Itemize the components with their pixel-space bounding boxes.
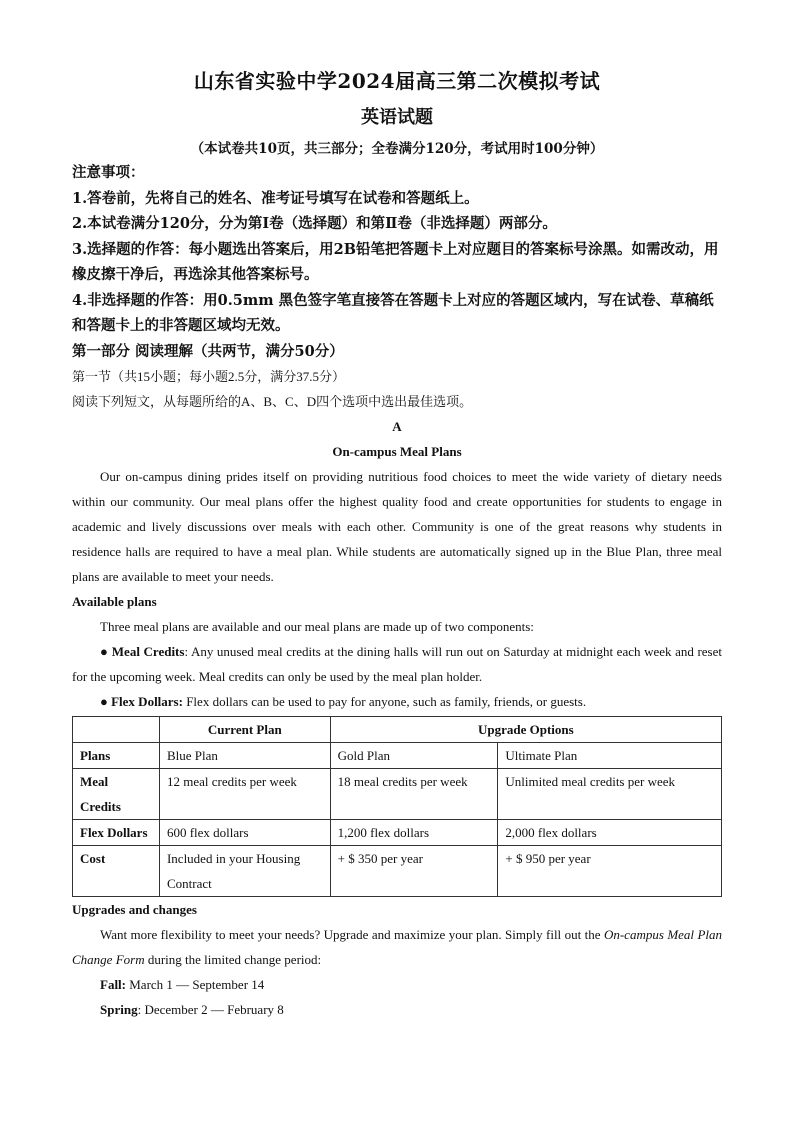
bullet-flex-dollars xyxy=(72,689,722,714)
upgrades-text xyxy=(72,922,722,972)
row-label: Flex Dollars xyxy=(73,820,160,846)
table-cell: Included in your Housing Contract xyxy=(159,846,330,897)
section-subtitle: 第一节（共15小题；每小题2.5分，满分37.5分） xyxy=(72,369,346,384)
table-row xyxy=(73,769,722,820)
spring-label: Spring xyxy=(100,1002,138,1017)
part-title: 第一部分 阅读理解（共两节，满分50分） xyxy=(72,342,344,360)
table-row xyxy=(73,846,722,897)
fall-dates: March 1 — September 14 xyxy=(126,977,265,992)
table-cell: + $ 350 per year xyxy=(330,846,498,897)
exam-title: 山东省实验中学2024届高三第二次模拟考试 xyxy=(193,69,601,93)
exam-info: （本试卷共10页，共三部分；全卷满分120分，考试用时100分钟） xyxy=(190,141,604,157)
bullet-meal-credits xyxy=(72,639,722,689)
note-item: 3.选择题的作答：每小题选出答案后，用2B铅笔把答题卡上对应题目的答案标号涂黑。如需改动，用橡皮擦干净后，再选涂其他答案标号。 xyxy=(72,240,719,283)
note-item: 2.本试卷满分120分，分为第Ⅰ卷（选择题）和第Ⅱ卷（非选择题）两部分。 xyxy=(72,215,557,232)
header-current-plan: Current Plan xyxy=(159,717,330,743)
row-label: Plans xyxy=(73,743,160,769)
header-upgrade-options: Upgrade Options xyxy=(330,717,721,743)
upgrades-heading: Upgrades and changes xyxy=(72,902,197,917)
row-label: Cost xyxy=(73,846,160,897)
upgrades-text-part: Want more flexibility to meet your needs? Upgrade and maximize your plan. Simply fill out the xyxy=(100,927,604,942)
bullet-text: : Any unused meal credits at the dining halls will run out on Saturday at midnight each week and reset for the upcoming week. Meal credits can only be used by the meal plan holder. xyxy=(72,644,722,684)
table-header-row xyxy=(73,717,722,743)
meal-plan-table xyxy=(72,716,722,897)
table-row xyxy=(73,820,722,846)
notes-heading: 注意事项： xyxy=(72,164,145,181)
passage-title: On-campus Meal Plans xyxy=(332,444,462,459)
exam-page xyxy=(72,66,722,1022)
table-cell: 600 flex dollars xyxy=(159,820,330,846)
bullet-label: ● Flex Dollars: xyxy=(100,694,183,709)
passage-intro: Our on-campus dining prides itself on providing nutritious food choices to meet the wide variety of dietary needs within our community. Our meal plans offer the highest quality food and create opportunities for students to engage in academic and lively discussions over meals with each other. Community is one of the great reasons why students in residence halls are required to have a meal plan. While students are automatically signed up in the Blue Plan, three meal plans are available to meet your needs. xyxy=(72,469,722,584)
fall-period xyxy=(72,972,722,997)
spring-dates: : December 2 — February 8 xyxy=(137,1002,284,1017)
table-corner-cell xyxy=(73,717,160,743)
available-plans-heading: Available plans xyxy=(72,594,157,609)
available-plans-text: Three meal plans are available and our meal plans are made up of two components: xyxy=(100,619,534,634)
note-item: 4.非选择题的作答：用0.5mm 黑色签字笔直接答在答题卡上对应的答题区域内，写在试卷、草稿纸和答题卡上的非答题区域均无效。 xyxy=(72,291,714,334)
table-cell: 18 meal credits per week xyxy=(330,769,498,820)
spring-period xyxy=(72,997,722,1022)
note-item: 1.答卷前，先将自己的姓名、准考证号填写在试卷和答题纸上。 xyxy=(72,189,479,207)
table-row xyxy=(73,743,722,769)
passage-letter: A xyxy=(392,419,402,434)
row-label: Meal Credits xyxy=(73,769,160,820)
bullet-text: Flex dollars can be used to pay for anyone, such as family, friends, or guests. xyxy=(182,694,587,709)
table-cell: 2,000 flex dollars xyxy=(498,820,722,846)
table-cell: Blue Plan xyxy=(159,743,330,769)
table-cell: + $ 950 per year xyxy=(498,846,722,897)
fall-label: Fall: xyxy=(100,977,126,992)
notes-section xyxy=(72,160,722,339)
table-cell: Unlimited meal credits per week xyxy=(498,769,722,820)
change-form-name: On-campus Meal Plan Change Form xyxy=(72,927,723,967)
table-cell: Gold Plan xyxy=(330,743,498,769)
table-cell: Ultimate Plan xyxy=(498,743,722,769)
subject-title: 英语试题 xyxy=(361,107,433,128)
section-instruction: 阅读下列短文，从每题所给的A、B、C、D四个选项中选出最佳选项。 xyxy=(72,394,473,409)
table-cell: 12 meal credits per week xyxy=(159,769,330,820)
table-cell: 1,200 flex dollars xyxy=(330,820,498,846)
upgrades-text-part: during the limited change period: xyxy=(144,952,322,967)
bullet-label: ● Meal Credits xyxy=(100,644,185,659)
